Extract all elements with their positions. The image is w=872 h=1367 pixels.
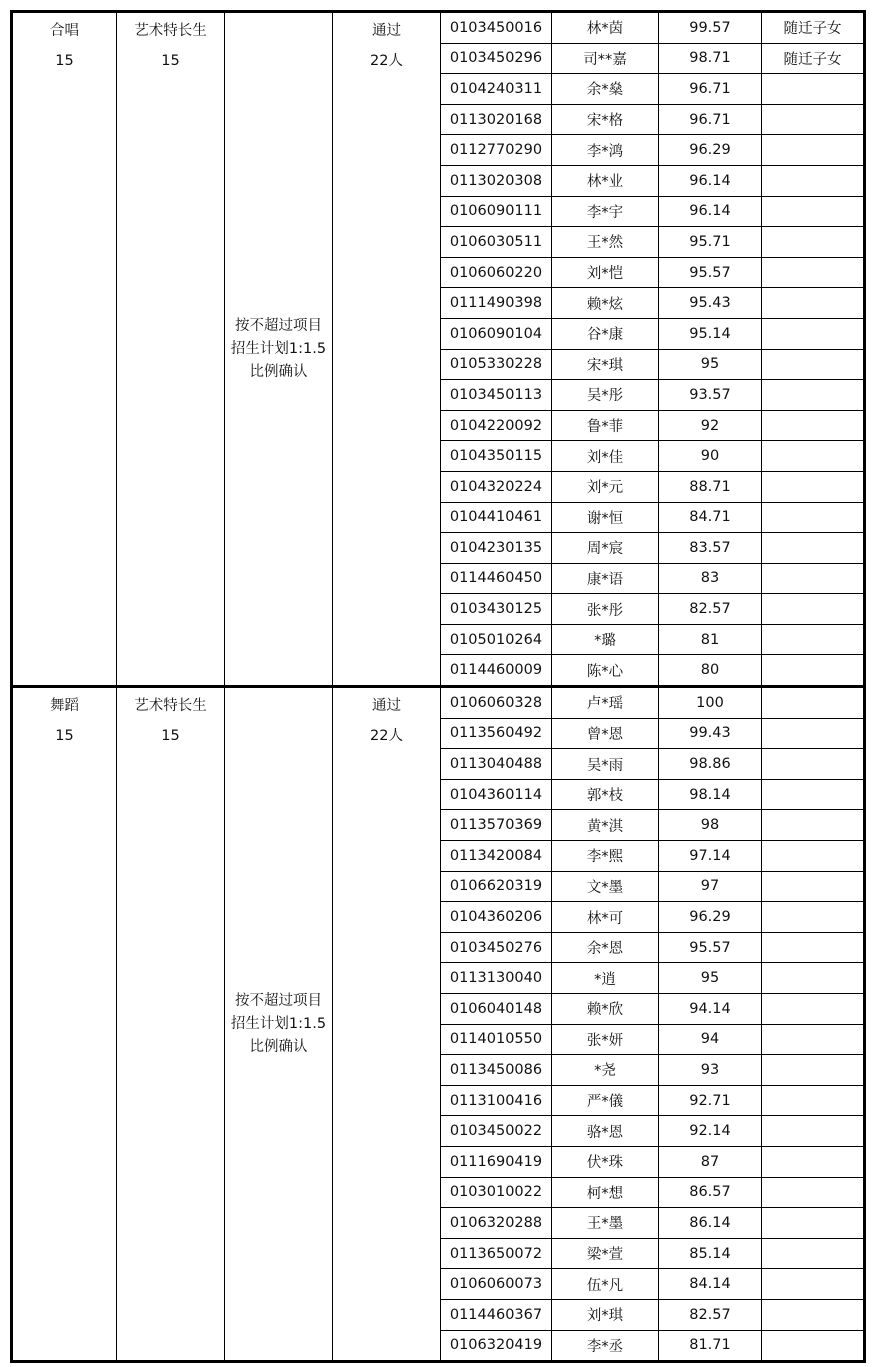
candidate-name-cell: 黄*淇: [552, 810, 659, 841]
candidate-id-cell: 0103450296: [441, 43, 552, 74]
candidate-id-cell: 0105330228: [441, 349, 552, 380]
rule-line: 按不超过项目: [235, 317, 322, 334]
note-cell: [762, 471, 865, 502]
candidate-name-cell: 卢*瑶: [552, 687, 659, 719]
candidate-name-cell: 刘*佳: [552, 441, 659, 472]
score-cell: 93.57: [659, 380, 762, 411]
candidate-name-cell: 谷*康: [552, 318, 659, 349]
score-cell: 92.14: [659, 1116, 762, 1147]
candidate-id-cell: 0113040488: [441, 749, 552, 780]
note-cell: [762, 871, 865, 902]
candidate-name-cell: 余*恩: [552, 932, 659, 963]
score-cell: 96.71: [659, 74, 762, 105]
candidate-name-cell: 李*鸿: [552, 135, 659, 166]
score-cell: 95.14: [659, 318, 762, 349]
score-cell: 81.71: [659, 1330, 762, 1362]
score-cell: 93: [659, 1055, 762, 1086]
candidate-name-cell: 赖*欣: [552, 994, 659, 1025]
project-quota: 15: [55, 728, 74, 745]
note-cell: [762, 1299, 865, 1330]
note-cell: [762, 288, 865, 319]
candidate-name-cell: 张*妍: [552, 1024, 659, 1055]
score-cell: 86.14: [659, 1208, 762, 1239]
note-cell: [762, 563, 865, 594]
score-cell: 96.29: [659, 902, 762, 933]
note-cell: [762, 810, 865, 841]
candidate-name-cell: 刘*元: [552, 471, 659, 502]
note-cell: [762, 902, 865, 933]
score-cell: 84.71: [659, 502, 762, 533]
candidate-name-cell: 陈*心: [552, 655, 659, 687]
table-body: [12, 12, 865, 1362]
score-cell: 96.71: [659, 104, 762, 135]
candidate-id-cell: 0104360206: [441, 902, 552, 933]
note-cell: [762, 196, 865, 227]
candidate-name-cell: 曾*恩: [552, 718, 659, 749]
candidate-name-cell: 王*然: [552, 227, 659, 258]
candidate-name-cell: 周*宸: [552, 533, 659, 564]
candidate-id-cell: 0104360114: [441, 779, 552, 810]
candidate-name-cell: 余*燊: [552, 74, 659, 105]
score-cell: 84.14: [659, 1269, 762, 1300]
rule-line: 比例确认: [249, 363, 308, 380]
candidate-id-cell: 0112770290: [441, 135, 552, 166]
note-cell: [762, 1208, 865, 1239]
candidate-id-cell: 0104350115: [441, 441, 552, 472]
status-cell: [333, 687, 441, 1362]
note-cell: [762, 135, 865, 166]
candidate-id-cell: 0104220092: [441, 410, 552, 441]
note-cell: [762, 74, 865, 105]
candidate-id-cell: 0103010022: [441, 1177, 552, 1208]
candidate-name-cell: 吴*彤: [552, 380, 659, 411]
note-cell: [762, 624, 865, 655]
candidate-name-cell: 吴*雨: [552, 749, 659, 780]
score-cell: 92: [659, 410, 762, 441]
note-cell: [762, 318, 865, 349]
score-cell: 95.57: [659, 932, 762, 963]
status-label: 通过: [372, 698, 401, 715]
score-cell: 95: [659, 963, 762, 994]
note-cell: [762, 410, 865, 441]
note-cell: [762, 502, 865, 533]
note-cell: [762, 779, 865, 810]
candidate-id-cell: 0106030511: [441, 227, 552, 258]
note-cell: [762, 932, 865, 963]
score-cell: 95: [659, 349, 762, 380]
candidate-id-cell: 0103430125: [441, 594, 552, 625]
score-cell: 100: [659, 687, 762, 719]
note-cell: [762, 749, 865, 780]
note-cell: [762, 227, 865, 258]
candidate-name-cell: *逍: [552, 963, 659, 994]
candidate-id-cell: 0114460009: [441, 655, 552, 687]
score-cell: 98.86: [659, 749, 762, 780]
project-cell: [12, 12, 117, 687]
candidate-id-cell: 0113650072: [441, 1238, 552, 1269]
score-cell: 95.43: [659, 288, 762, 319]
score-cell: 94: [659, 1024, 762, 1055]
score-cell: 94.14: [659, 994, 762, 1025]
score-cell: 98.71: [659, 43, 762, 74]
candidate-id-cell: 0113130040: [441, 963, 552, 994]
candidate-name-cell: 司**嘉: [552, 43, 659, 74]
candidate-name-cell: *尧: [552, 1055, 659, 1086]
score-cell: 80: [659, 655, 762, 687]
score-cell: 96.14: [659, 165, 762, 196]
note-cell: [762, 1055, 865, 1086]
candidate-name-cell: 伏*珠: [552, 1146, 659, 1177]
candidate-id-cell: 0106090104: [441, 318, 552, 349]
candidate-id-cell: 0114010550: [441, 1024, 552, 1055]
candidate-name-cell: 李*熙: [552, 841, 659, 872]
score-cell: 90: [659, 441, 762, 472]
project-name: 舞蹈: [50, 698, 79, 715]
candidate-id-cell: 0104320224: [441, 471, 552, 502]
candidate-id-cell: 0106040148: [441, 994, 552, 1025]
score-cell: 88.71: [659, 471, 762, 502]
score-cell: 96.29: [659, 135, 762, 166]
candidate-id-cell: 0113100416: [441, 1085, 552, 1116]
score-cell: 95.57: [659, 257, 762, 288]
status-count: 22人: [370, 53, 403, 69]
note-cell: 随迁子女: [762, 43, 865, 74]
note-cell: [762, 257, 865, 288]
note-cell: [762, 963, 865, 994]
candidate-id-cell: 0113420084: [441, 841, 552, 872]
candidate-id-cell: 0111690419: [441, 1146, 552, 1177]
candidate-id-cell: 0103450016: [441, 12, 552, 44]
note-cell: 随迁子女: [762, 12, 865, 44]
category-cell: [117, 687, 225, 1362]
rule-line: 招生计划1:1.5: [230, 340, 327, 357]
score-cell: 82.57: [659, 1299, 762, 1330]
candidate-id-cell: 0106320288: [441, 1208, 552, 1239]
score-cell: 83.57: [659, 533, 762, 564]
status-label: 通过: [372, 23, 401, 39]
category-quota: 15: [161, 728, 180, 745]
candidate-id-cell: 0114460367: [441, 1299, 552, 1330]
rule-line: 招生计划1:1.5: [230, 1015, 327, 1032]
candidate-id-cell: 0106620319: [441, 871, 552, 902]
candidate-name-cell: *璐: [552, 624, 659, 655]
note-cell: [762, 1238, 865, 1269]
note-cell: [762, 104, 865, 135]
score-cell: 81: [659, 624, 762, 655]
note-cell: [762, 655, 865, 687]
candidate-id-cell: 0113020168: [441, 104, 552, 135]
confirmation-rule-cell: [225, 12, 333, 687]
candidate-name-cell: 谢*恒: [552, 502, 659, 533]
candidate-id-cell: 0106060328: [441, 687, 552, 719]
status-cell: [333, 12, 441, 687]
note-cell: [762, 349, 865, 380]
candidate-name-cell: 郭*枝: [552, 779, 659, 810]
score-cell: 98.14: [659, 779, 762, 810]
category-name: 艺术特长生: [134, 23, 207, 39]
candidate-name-cell: 柯*想: [552, 1177, 659, 1208]
note-cell: [762, 1330, 865, 1362]
project-quota: 15: [55, 53, 74, 69]
candidate-name-cell: 伍*凡: [552, 1269, 659, 1300]
score-cell: 92.71: [659, 1085, 762, 1116]
candidate-name-cell: 林*业: [552, 165, 659, 196]
candidate-id-cell: 0113570369: [441, 810, 552, 841]
candidate-name-cell: 宋*琪: [552, 349, 659, 380]
candidate-id-cell: 0113560492: [441, 718, 552, 749]
category-cell: [117, 12, 225, 687]
candidate-name-cell: 林*茵: [552, 12, 659, 44]
note-cell: [762, 994, 865, 1025]
score-cell: 96.14: [659, 196, 762, 227]
score-cell: 95.71: [659, 227, 762, 258]
score-cell: 86.57: [659, 1177, 762, 1208]
score-cell: 82.57: [659, 594, 762, 625]
status-count: 22人: [370, 728, 403, 745]
score-cell: 98: [659, 810, 762, 841]
score-cell: 85.14: [659, 1238, 762, 1269]
score-cell: 99.57: [659, 12, 762, 44]
candidate-name-cell: 康*语: [552, 563, 659, 594]
note-cell: [762, 594, 865, 625]
candidate-name-cell: 赖*炫: [552, 288, 659, 319]
category-name: 艺术特长生: [134, 698, 207, 715]
score-cell: 97.14: [659, 841, 762, 872]
candidate-id-cell: 0104240311: [441, 74, 552, 105]
candidate-id-cell: 0113020308: [441, 165, 552, 196]
score-cell: 83: [659, 563, 762, 594]
note-cell: [762, 1116, 865, 1147]
candidate-name-cell: 鲁*菲: [552, 410, 659, 441]
note-cell: [762, 1177, 865, 1208]
note-cell: [762, 441, 865, 472]
score-cell: 99.43: [659, 718, 762, 749]
candidate-id-cell: 0103450276: [441, 932, 552, 963]
candidate-id-cell: 0103450022: [441, 1116, 552, 1147]
candidate-id-cell: 0106320419: [441, 1330, 552, 1362]
table-row: [12, 687, 865, 719]
note-cell: [762, 533, 865, 564]
category-quota: 15: [161, 53, 180, 69]
candidate-name-cell: 刘*琪: [552, 1299, 659, 1330]
candidate-id-cell: 0105010264: [441, 624, 552, 655]
score-cell: 87: [659, 1146, 762, 1177]
note-cell: [762, 841, 865, 872]
score-cell: 97: [659, 871, 762, 902]
candidate-id-cell: 0104410461: [441, 502, 552, 533]
table-row: [12, 12, 865, 44]
candidate-name-cell: 梁*萱: [552, 1238, 659, 1269]
candidate-name-cell: 王*墨: [552, 1208, 659, 1239]
candidate-name-cell: 严*儀: [552, 1085, 659, 1116]
candidate-name-cell: 骆*恩: [552, 1116, 659, 1147]
project-cell: [12, 687, 117, 1362]
candidate-id-cell: 0106060220: [441, 257, 552, 288]
candidate-id-cell: 0106060073: [441, 1269, 552, 1300]
project-name: 合唱: [50, 23, 79, 39]
note-cell: [762, 1146, 865, 1177]
candidate-id-cell: 0113450086: [441, 1055, 552, 1086]
candidate-name-cell: 宋*格: [552, 104, 659, 135]
rule-line: 按不超过项目: [235, 992, 322, 1009]
candidate-name-cell: 李*宇: [552, 196, 659, 227]
note-cell: [762, 165, 865, 196]
note-cell: [762, 380, 865, 411]
candidate-name-cell: 文*墨: [552, 871, 659, 902]
note-cell: [762, 1024, 865, 1055]
confirmation-rule-cell: [225, 687, 333, 1362]
note-cell: [762, 1269, 865, 1300]
note-cell: [762, 718, 865, 749]
candidate-id-cell: 0106090111: [441, 196, 552, 227]
candidate-id-cell: 0114460450: [441, 563, 552, 594]
candidate-name-cell: 刘*恺: [552, 257, 659, 288]
admission-results-table: [10, 10, 866, 1363]
candidate-name-cell: 林*可: [552, 902, 659, 933]
candidate-name-cell: 张*彤: [552, 594, 659, 625]
note-cell: [762, 1085, 865, 1116]
rule-line: 比例确认: [249, 1038, 308, 1055]
candidate-id-cell: 0111490398: [441, 288, 552, 319]
candidate-id-cell: 0104230135: [441, 533, 552, 564]
candidate-name-cell: 李*丞: [552, 1330, 659, 1362]
note-cell: [762, 687, 865, 719]
candidate-id-cell: 0103450113: [441, 380, 552, 411]
